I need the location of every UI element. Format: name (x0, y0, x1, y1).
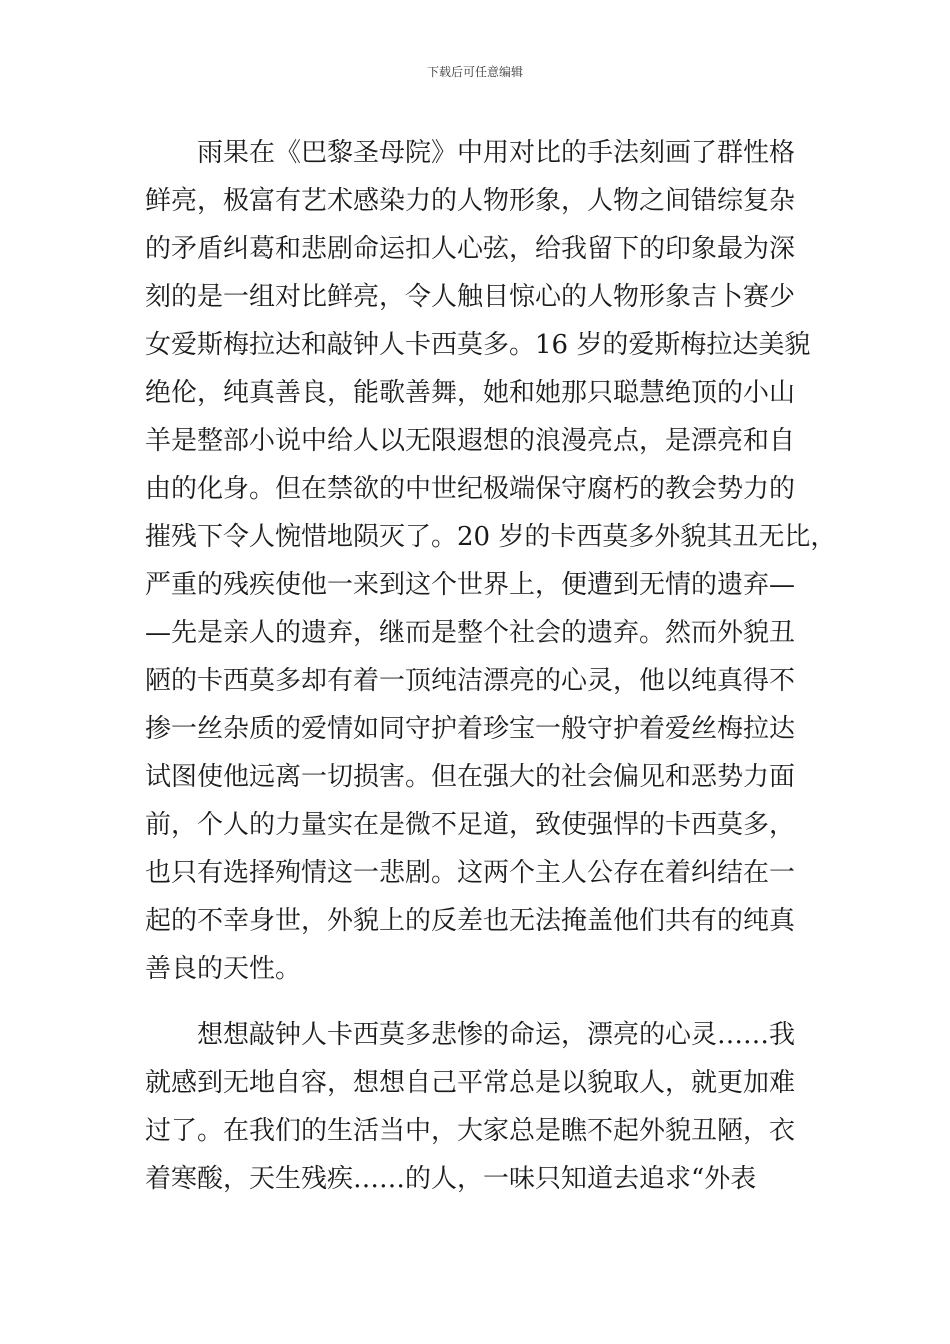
paragraph-line: 就感到无地自容，想想自己平常总是以貌取人，就更加难 (145, 1068, 796, 1098)
paragraph-line: 绝伦，纯真善良，能歌善舞，她和她那只聪慧绝顶的小山 (145, 378, 796, 408)
paragraph-line: 前，个人的力量实在是微不足道，致使强悍的卡西莫多， (145, 810, 796, 840)
paragraph-line: 的矛盾纠葛和悲剧命运扣人心弦，给我留下的印象最为深 (145, 234, 796, 264)
paragraph-line: 雨果在《巴黎圣母院》中用对比的手法刻画了群性格 (197, 138, 796, 168)
paragraph-line: 严重的残疾使他一来到这个世界上，便遭到无情的遗弃— (145, 570, 796, 600)
paragraph-line: 女爱斯梅拉达和敲钟人卡西莫多。16 岁的爱斯梅拉达美貌 (145, 330, 811, 360)
paragraph-line: —先是亲人的遗弃，继而是整个社会的遗弃。然而外貌丑 (145, 618, 796, 648)
paragraph-line: 试图使他远离一切损害。但在强大的社会偏见和恶势力面 (145, 762, 796, 792)
paragraph-line: 由的化身。但在禁欲的中世纪极端保守腐朽的教会势力的 (145, 474, 796, 504)
paragraph-line: 着寒酸，天生残疾……的人，一味只知道去追求“外表 (145, 1164, 757, 1194)
paragraph-line: 想想敲钟人卡西莫多悲惨的命运，漂亮的心灵……我 (197, 1020, 796, 1050)
page-header: 下载后可任意编辑 (426, 65, 523, 79)
paragraph-line: 也只有选择殉情这一悲剧。这两个主人公存在着纠结在一 (145, 858, 796, 888)
paragraph-line: 起的不幸身世，外貌上的反差也无法掩盖他们共有的纯真 (145, 906, 796, 936)
paragraph-line: 羊是整部小说中给人以无限遐想的浪漫亮点，是漂亮和自 (145, 426, 796, 456)
paragraph-line: 掺一丝杂质的爱情如同守护着珍宝一般守护着爱丝梅拉达 (145, 714, 796, 744)
paragraph-line: 鲜亮，极富有艺术感染力的人物形象，人物之间错综复杂 (145, 186, 796, 216)
paragraph-line: 陋的卡西莫多却有着一顶纯洁漂亮的心灵，他以纯真得不 (145, 666, 796, 696)
paragraph-line: 过了。在我们的生活当中，大家总是瞧不起外貌丑陋，衣 (145, 1116, 796, 1146)
paragraph-line: 善良的天性。 (145, 954, 302, 984)
paragraph-line: 摧残下令人惋惜地陨灭了。20 岁的卡西莫多外貌其丑无比， (145, 522, 837, 552)
paragraph-line: 刻的是一组对比鲜亮，令人触目惊心的人物形象吉卜赛少 (145, 282, 796, 312)
